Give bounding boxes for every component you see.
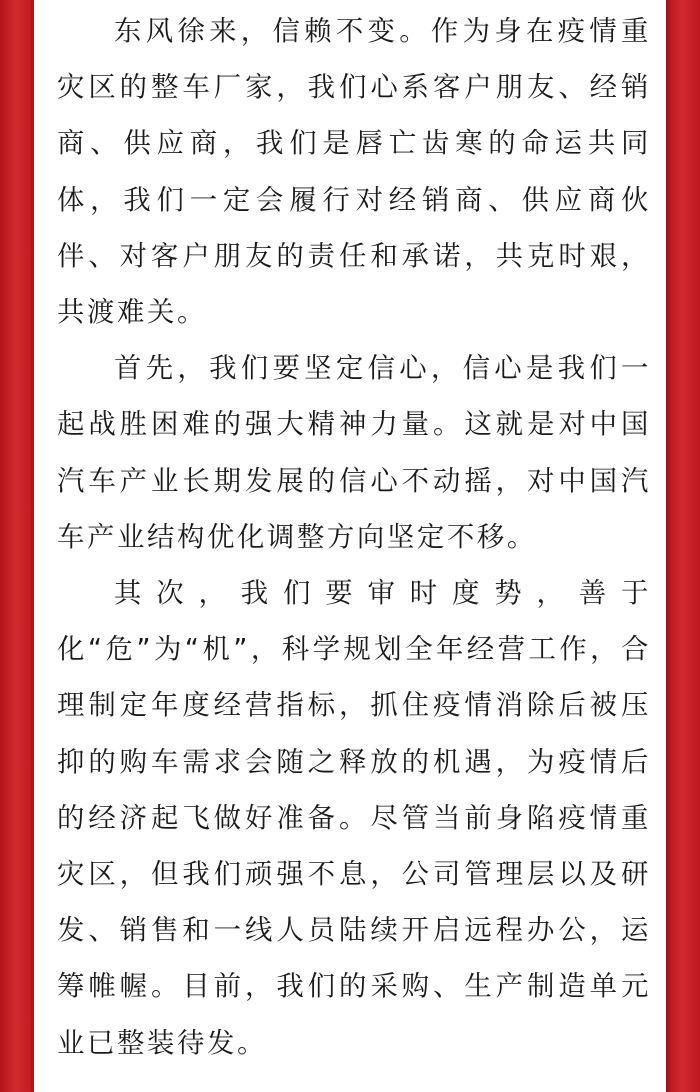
- right-red-border: [666, 0, 700, 1092]
- paragraph-firstly: 首先，我们要坚定信心，信心是我们一起战胜困难的强大精神力量。这就是对中国汽车产业长期发展的信心不动摇，对中国汽车产业结构优化调整方向坚定不移。: [57, 353, 651, 553]
- paragraph-confidence-intro: 东风徐来，信赖不变。作为身在疫情重灾区的整车厂家，我们心系客户朋友、经销商、供应商，我们是唇亡齿寒的命运共同体，我们一定会履行对经销商、供应商伙伴、对客户朋友的责任和承诺，共克时艰，共渡难关。: [57, 16, 651, 329]
- article-panel: [34, 0, 666, 1092]
- left-red-border: [0, 0, 34, 1092]
- paragraph-secondly: 其次，我们要审时度势，善于化“危”为“机”，科学规划全年经营工作，合理制定年度经营指标，抓住疫情消除后被压抑的购车需求会随之释放的机遇，为疫情后的经济起飞做好准备。尽管当前身陷疫情重灾区，但我们顽强不息，公司管理层以及研发、销售和一线人员陆续开启远程办公，运筹帷幄。目前，我们的采购、生产制造单元业已整装待发。: [57, 578, 651, 1059]
- article-body: [57, 4, 651, 1072]
